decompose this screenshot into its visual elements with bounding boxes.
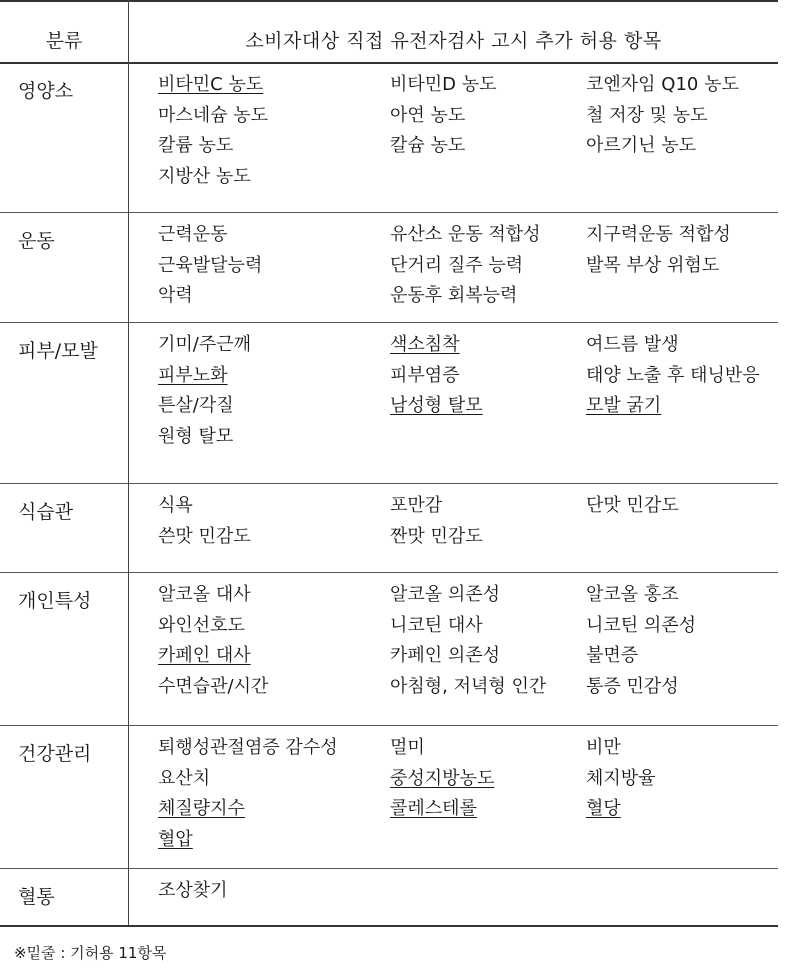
test-item: 니코틴 의존성 [586, 614, 697, 636]
test-item: 중성지방농도 [390, 767, 495, 789]
test-item: 남성형 탈모 [390, 395, 483, 416]
test-item: 철 저장 및 농도 [586, 104, 708, 126]
test-item: 통증 민감성 [586, 675, 679, 697]
test-item: 튼살/각질 [158, 395, 234, 416]
test-item: 태양 노출 후 태닝반응 [586, 364, 760, 386]
test-item: 수면습관/시간 [158, 675, 269, 697]
test-item: 지구력운동 적합성 [586, 224, 731, 245]
test-item: 기미/주근깨 [158, 334, 252, 355]
test-item: 악력 [158, 285, 193, 306]
header-title: 소비자대상 직접 유전자검사 고시 추가 허용 항목 [245, 30, 662, 52]
test-item: 근력운동 [158, 224, 228, 245]
test-item: 카페인 의존성 [390, 645, 501, 666]
test-item: 혈압 [158, 828, 193, 850]
test-item: 칼륨 농도 [158, 135, 234, 156]
category-label: 혈통 [18, 886, 55, 908]
test-item: 피부염증 [390, 364, 460, 386]
test-item: 단맛 민감도 [586, 495, 679, 516]
row-divider [0, 483, 778, 484]
row-divider [0, 868, 778, 869]
category-label: 영양소 [18, 80, 74, 102]
test-item: 아침형, 저녁형 인간 [390, 675, 547, 697]
test-item: 조상찾기 [158, 880, 228, 901]
test-item: 칼슘 농도 [390, 135, 466, 156]
test-item: 비만 [586, 737, 621, 758]
test-item: 짠맛 민감도 [390, 525, 483, 547]
test-item: 발목 부상 위험도 [586, 254, 720, 276]
footnote: ※밑줄 : 기허용 11항목 [14, 944, 167, 962]
test-item: 아르기닌 농도 [586, 135, 697, 156]
test-item: 니코틴 대사 [390, 614, 483, 636]
test-item: 피부노화 [158, 364, 228, 386]
test-item: 운동후 회복능력 [390, 285, 518, 306]
test-item: 혈당 [586, 798, 621, 819]
test-item: 와인선호도 [158, 614, 245, 636]
category-label: 피부/모발 [18, 340, 98, 362]
test-item: 퇴행성관절염증 감수성 [158, 737, 338, 758]
row-divider [0, 322, 778, 323]
test-item: 알코올 홍조 [586, 584, 679, 605]
test-item: 마스네슘 농도 [158, 104, 269, 126]
test-item: 포만감 [390, 495, 443, 516]
test-item: 체질량지수 [158, 798, 245, 819]
test-item: 요산치 [158, 767, 211, 789]
row-divider [0, 572, 778, 573]
test-item: 알코올 대사 [158, 584, 251, 605]
header-rule [0, 62, 778, 64]
test-item: 유산소 운동 적합성 [390, 224, 541, 245]
category-label: 식습관 [18, 501, 74, 523]
test-item: 여드름 발생 [586, 334, 679, 355]
test-item: 식욕 [158, 495, 193, 516]
test-item: 체지방율 [586, 767, 656, 789]
category-label: 건강관리 [18, 743, 92, 765]
category-label: 개인특성 [18, 590, 92, 612]
test-item: 근육발달능력 [158, 254, 263, 276]
header-category: 분류 [45, 30, 83, 52]
test-item: 카페인 대사 [158, 645, 251, 666]
row-divider [0, 725, 778, 726]
row-divider [0, 212, 778, 213]
test-item: 쓴맛 민감도 [158, 525, 251, 547]
test-item: 멀미 [390, 737, 425, 758]
test-item: 콜레스테롤 [390, 798, 477, 819]
test-item: 단거리 질주 능력 [390, 254, 524, 276]
test-item: 아연 농도 [390, 104, 466, 126]
test-item: 비타민D 농도 [390, 74, 497, 95]
test-item: 비타민C 농도 [158, 74, 264, 95]
table-top-rule [0, 0, 778, 2]
test-item: 원형 탈모 [158, 425, 234, 447]
column-divider [128, 0, 129, 926]
test-item: 알코올 의존성 [390, 584, 501, 605]
test-item: 지방산 농도 [158, 165, 251, 187]
test-item: 불면증 [586, 645, 639, 666]
category-label: 운동 [18, 230, 55, 252]
table-bottom-rule [0, 925, 778, 927]
test-item: 코엔자임 Q10 농도 [586, 74, 739, 95]
test-item: 색소침착 [390, 334, 460, 355]
test-item: 모발 굵기 [586, 395, 662, 416]
